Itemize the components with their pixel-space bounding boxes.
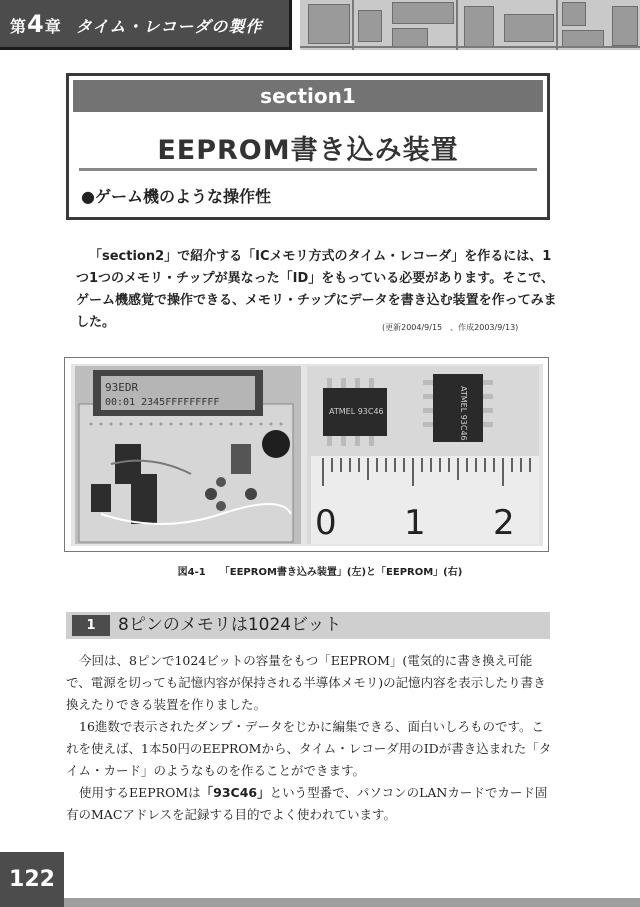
section-subtitle: ●ゲーム機のような操作性 (81, 187, 271, 206)
body-paragraph-3-end: という型番で、パソコンのLANカードでカード固有のMACアドレスを記録する目的でよく使われています。 (66, 785, 548, 822)
ruler-label-1: 1 (404, 503, 426, 543)
page-header (0, 0, 640, 52)
body-paragraph-1: 今回は、8ピンで1024ビットの容量をもつ「EEPROM」(電気的に書き換え可能で、電源を切っても記憶内容が保持される半導体メモリ)の記憶内容を表示したり書き換えたりできる装置を作りました。 (66, 653, 546, 712)
figure-caption-text: 「EEPROM書き込み装置」(左)と「EEPROM」(右) (219, 567, 463, 578)
chapter-suffix: 章 (44, 17, 62, 36)
heading-number: 1 (72, 615, 110, 636)
figure-photo (71, 364, 543, 546)
chapter-title: タイム・レコーダの製作 (75, 17, 263, 36)
chapter-tab (0, 0, 292, 50)
update-note: (更新2004/9/15 、作成2003/9/13) (382, 323, 519, 332)
lcd-line-1: 93EDR (105, 381, 139, 394)
figure-photo-frame (64, 357, 549, 552)
chapter-label (10, 10, 262, 38)
chapter-number: 4 (27, 10, 45, 38)
footer-bar (64, 898, 640, 907)
section-divider (79, 168, 537, 171)
intro-text (76, 246, 558, 334)
section-box (66, 73, 550, 220)
intro-paragraph: 「section2」で紹介する「ICメモリ方式のタイム・レコーダ」を作るには、1つ1つのメモリ・チップが異なった「ID」をもっている必要があります。そこで、ゲーム機感覚で操作できる、メモリ・チップにデータを書き込む装置を作ってみました。 (76, 249, 557, 330)
page-number: 122 (0, 852, 64, 907)
section-label-bar (73, 80, 543, 112)
body-paragraph-3-start: 使用するEEPROMは (79, 785, 201, 800)
circuit-board-decoration (300, 0, 640, 50)
body-paragraph-2: 16進数で表示されたダンプ・データをじかに編集できる、面白いしろものです。これを使えば、1本50円のEEPROMから、タイム・レコーダ用のIDが書き込まれた「タイム・カード」のようなものを作ることができます。 (66, 719, 552, 778)
ruler-label-0: 0 (315, 503, 337, 543)
ruler-label-2: 2 (493, 503, 515, 543)
heading-title: 8ピンのメモリは1024ビット (118, 615, 342, 635)
heading-bar (66, 612, 550, 639)
section-label: section1 (260, 84, 356, 108)
chapter-prefix: 第 (10, 17, 28, 36)
chip-left-marking: ATMEL 93C46 (329, 407, 384, 416)
lcd-line-2: 00:01 2345FFFFFFFFF (105, 397, 220, 408)
section-title: EEPROM書き込み装置 (157, 135, 459, 166)
model-number: 「93C46」 (200, 785, 270, 800)
figure-caption (0, 563, 640, 578)
body-paragraph-3 (66, 782, 554, 826)
chip-right-marking: ATMEL 93C46 (459, 386, 468, 441)
body-text (66, 650, 554, 826)
figure-number: 図4-1 (177, 567, 206, 578)
